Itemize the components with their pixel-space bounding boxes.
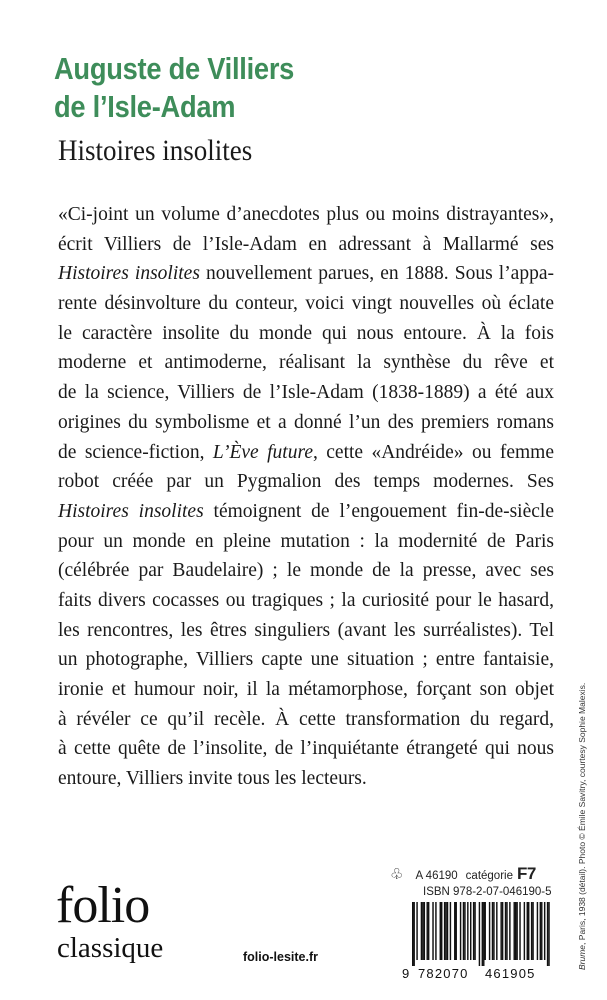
barcode-bars — [412, 902, 552, 966]
barcode-bar — [483, 902, 484, 966]
blurb-italic-span: L’Ève future — [212, 441, 313, 463]
category-label: catégorie — [465, 870, 513, 882]
credit-rest: , Paris, 1938 (détail). Photo © Émile Savitry, courtesy Sophie Malexis. — [577, 682, 587, 945]
barcode-bar — [519, 902, 520, 960]
barcode-bar — [509, 902, 510, 960]
blurb-text — [58, 200, 554, 794]
barcode-bar — [482, 902, 483, 966]
barcode-bar — [467, 902, 468, 960]
barcode-bar — [428, 902, 429, 960]
barcode-bar — [527, 902, 528, 960]
blurb-line: à révéler ce qu’il recèle. À cette transformation du regard, — [58, 708, 554, 730]
blurb-line: entoure, Villiers invite tous les lecteurs. — [58, 768, 367, 790]
barcode-bar — [540, 902, 541, 960]
website-link[interactable]: folio-lesite.fr — [243, 950, 319, 964]
catalog-code: A 46190 — [415, 870, 458, 882]
clover-icon: ♧ — [390, 866, 404, 883]
blurb-span: témoignent de l’engouement fin-de-siècle — [203, 500, 554, 522]
blurb-span: de science-fiction, — [58, 441, 213, 463]
blurb-span: nouvellement parues, en 1888. Sous l’appa- — [199, 263, 554, 285]
barcode-bar — [516, 902, 517, 960]
barcode-bar — [531, 902, 532, 960]
author-line-1: Auguste de Villiers — [54, 51, 295, 86]
blurb-line: (célébrée par Baudelaire) ; le monde de la presse, avec ses — [58, 560, 554, 582]
barcode-bar — [450, 902, 451, 960]
barcode-bar — [502, 902, 503, 960]
barcode-bar — [435, 902, 436, 960]
blurb-line: un photographe, Villiers capte une situation ; entre fantaisie, — [58, 649, 554, 671]
barcode-bar — [493, 902, 494, 960]
barcode-bar — [432, 902, 433, 960]
blurb-line: faits divers cocasses ou tragiques ; la curiosité pour le hasard, — [58, 589, 554, 611]
barcode-bar — [514, 902, 515, 960]
blurb-line: robot créée par un Pygmalion des temps modernes. Ses — [58, 471, 554, 493]
barcode-bar — [544, 902, 545, 960]
barcode-bar — [463, 902, 464, 960]
blurb-line: à cette quête de l’insolite, de l’inquiétante étrangeté qui nous — [58, 738, 554, 760]
blurb-line: de la science, Villiers de l’Isle-Adam (1838-1889) a été aux — [58, 382, 554, 404]
author-name — [54, 50, 294, 126]
barcode-bar — [489, 902, 490, 960]
barcode-bar — [412, 902, 413, 966]
blurb-italic-span: Histoires insolites — [58, 263, 200, 285]
barcode-group-2: 461905 — [485, 966, 536, 981]
barcode-bar — [537, 902, 538, 960]
blurb-italic-span: Histoires insolites — [58, 500, 204, 522]
barcode-bar — [416, 902, 417, 960]
barcode-bar — [427, 902, 428, 960]
barcode-first-digit: 9 — [402, 966, 411, 981]
barcode-bar — [506, 902, 507, 960]
barcode-bar — [532, 902, 533, 960]
barcode-bar — [424, 902, 425, 960]
barcode-bar — [547, 902, 548, 966]
author-line-2: de l’Isle-Adam — [54, 89, 236, 124]
photo-credit — [577, 683, 587, 970]
barcode-bar — [460, 902, 461, 960]
barcode-bar — [528, 902, 529, 960]
barcode-bar — [492, 902, 493, 960]
barcode-group-1: 782070 — [418, 966, 469, 981]
blurb-line: «Ci-joint un volume d’anecdotes plus ou moins distrayantes», — [58, 204, 554, 225]
book-title: Histoires insolites — [58, 134, 253, 167]
blurb-span: , cette «Andréide» ou femme — [312, 441, 554, 463]
barcode-bar — [447, 902, 448, 960]
barcode-bar — [440, 902, 441, 960]
blurb-line: les rencontres, les êtres singuliers (avant les surréalistes). Tel — [58, 619, 554, 641]
barcode-bar — [413, 902, 414, 966]
barcode-bar — [479, 902, 480, 966]
barcode-bar — [505, 902, 506, 960]
barcode-bar — [496, 902, 497, 960]
isbn-text: ISBN 978-2-07-046190-5 — [423, 886, 552, 898]
blurb-line — [58, 259, 554, 289]
blurb-line: écrit Villiers de l’Isle-Adam en adressant à Mallarmé ses — [58, 233, 554, 255]
barcode-bar — [444, 902, 445, 960]
blurb-line: origines du symbolisme et a donné l’un des premiers romans — [58, 411, 554, 433]
blurb-line — [58, 497, 554, 527]
barcode-bar — [524, 902, 525, 960]
blurb-line: rente désinvolture du conteur, voici vingt nouvelles où éclate — [58, 293, 554, 315]
barcode-bar — [441, 902, 442, 960]
catalog-meta — [390, 864, 552, 898]
barcode-bar — [456, 902, 457, 960]
credit-italic: Brume — [577, 944, 587, 970]
barcode-bar — [464, 902, 465, 960]
blurb-line: le caractère insolite du monde qui nous entoure. À la fois — [58, 322, 554, 344]
barcode-bar — [515, 902, 516, 960]
barcode-bar — [445, 902, 446, 960]
barcode — [402, 902, 552, 981]
barcode-bar — [541, 902, 542, 960]
category-value: F7 — [516, 864, 536, 883]
barcode-bar — [454, 902, 455, 960]
barcode-bar — [421, 902, 422, 960]
barcode-bar — [470, 902, 471, 960]
barcode-bar — [474, 902, 475, 960]
barcode-bar — [485, 902, 486, 960]
barcode-bar — [500, 902, 501, 960]
blurb-line — [58, 438, 554, 468]
barcode-bar — [422, 902, 423, 960]
barcode-bar — [548, 902, 549, 966]
blurb-line: ironie et humour noir, il la métamorphose, forçant son objet — [58, 679, 554, 700]
classique-logo: classique — [57, 932, 164, 964]
blurb-line: pour un monde en pleine mutation : la modernité de Paris — [58, 530, 554, 552]
folio-logo: folio — [56, 877, 150, 934]
blurb-line: moderne et antimoderne, réalisant la synthèse du rêve et — [58, 352, 554, 374]
barcode-bar — [473, 902, 474, 960]
